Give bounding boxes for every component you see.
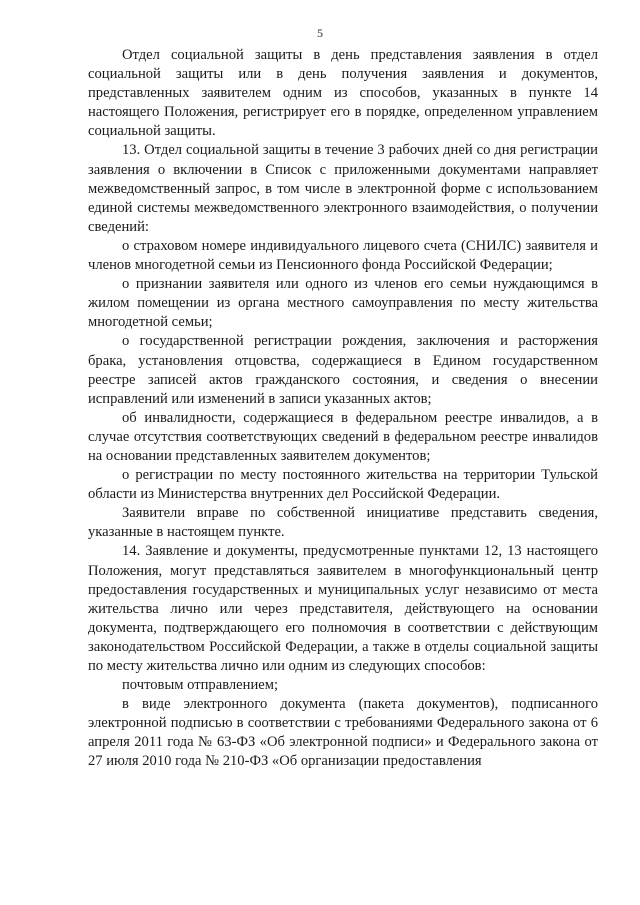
document-body <box>88 46 598 772</box>
page-number: 5 <box>317 26 323 40</box>
paragraph: Заявители вправе по собственной инициативе представить сведения, указанные в настоящем пункте. <box>88 505 598 541</box>
paragraph: 13. Отдел социальной защиты в течение 3 рабочих дней со дня регистрации заявления о включении в Список с приложенными документами направляет межведомственный запрос, в том числе в электронной форме с использованием единой системы межведомственного электронного взаимодействия, о получении сведений: <box>88 142 598 235</box>
paragraph: почтовым отправлением; <box>122 677 279 694</box>
paragraph: о государственной регистрации рождения, заключения и расторжения брака, установления отцовства, содержащиеся в Едином государственном реестре записей актов гражданского состояния, и сведения о внесении исправлений или изменений в записи указанных актов; <box>88 333 598 407</box>
paragraph: о регистрации по месту постоянного жительства на территории Тульской области из Министерства внутренних дел Российской Федерации. <box>88 467 598 503</box>
paragraph: Отдел социальной защиты в день представления заявления в отдел социальной защиты или в день получения заявления и документов, представленных заявителем одним из способов, указанных в пункте 14 настоящего Положения, регистрирует его в порядке, определенном управлением социальной защиты. <box>88 47 598 140</box>
paragraph: об инвалидности, содержащиеся в федеральном реестре инвалидов, а в случае отсутствия соответствующих сведений в федеральном реестре инвалидов на основании представленных заявителем документов; <box>88 409 598 464</box>
paragraph: в виде электронного документа (пакета документов), подписанного электронной подписью в соответствии с требованиями Федерального закона от 6 апреля 2011 года № 63-ФЗ «Об электронной подписи» и Федерального закона от 27 июля 2010 года № 210-ФЗ «Об организации предоставления <box>88 696 598 770</box>
paragraph: 14. Заявление и документы, предусмотренные пунктами 12, 13 настоящего Положения, могут представляться заявителем в многофункциональный центр предоставления государственных и муниципальных услуг независимо от места жительства лично или через представителя, действующего на основании документа, подтверждающего его полномочия в соответствии с действующим законодательством Российской Федерации, а также в отделы социальной защиты по месту жительства лично или одним из следующих способов: <box>88 543 598 674</box>
paragraph: о страховом номере индивидуального лицевого счета (СНИЛС) заявителя и членов многодетной семьи из Пенсионного фонда Российской Федерации; <box>88 237 598 274</box>
paragraph: о признании заявителя или одного из членов его семьи нуждающимся в жилом помещении из органа местного самоуправления по месту жительства многодетной семьи; <box>88 276 598 331</box>
